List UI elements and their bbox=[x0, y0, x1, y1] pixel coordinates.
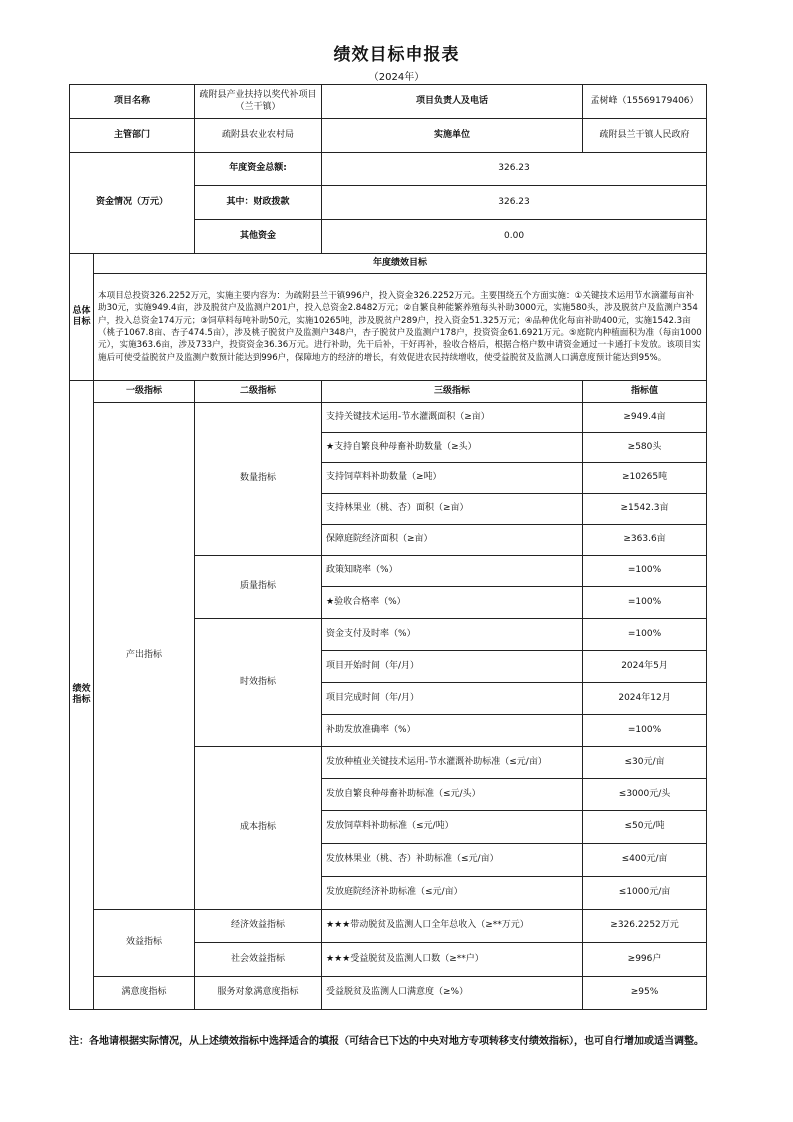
level1-benefit: 效益指标 bbox=[94, 910, 195, 977]
goal-header: 年度绩效目标 bbox=[94, 254, 707, 274]
overall-goal-label: 总体目标 bbox=[70, 254, 94, 381]
metric-name: 发放种植业关键技术运用-节水灌溉补助标准（≤元/亩） bbox=[322, 747, 583, 779]
level2-quantity: 数量指标 bbox=[195, 403, 322, 556]
performance-table bbox=[69, 84, 707, 1010]
metric-value: ≤30元/亩 bbox=[583, 747, 707, 779]
project-leader-label: 项目负责人及电话 bbox=[322, 85, 583, 119]
funds-other-value: 0.00 bbox=[322, 220, 707, 254]
metric-value: =100% bbox=[583, 619, 707, 651]
header-level2: 二级指标 bbox=[195, 381, 322, 403]
metric-name: 受益脱贫及监测人口满意度（≥%） bbox=[322, 977, 583, 1010]
metric-value: =100% bbox=[583, 715, 707, 747]
metric-name: ★★★受益脱贫及监测人口数（≥**户） bbox=[322, 943, 583, 977]
level2-satisfaction: 服务对象满意度指标 bbox=[195, 977, 322, 1010]
metric-name: 发放自繁良种母畜补助标准（≤元/头） bbox=[322, 779, 583, 811]
metric-name: 政策知晓率（%） bbox=[322, 556, 583, 587]
metric-name: 发放庭院经济补助标准（≤元/亩） bbox=[322, 877, 583, 910]
report-year: （2024年） bbox=[368, 72, 425, 83]
table-row bbox=[70, 403, 707, 433]
metric-name: 发放饲草料补助标准（≤元/吨） bbox=[322, 811, 583, 844]
funds-label: 资金情况（万元） bbox=[70, 153, 195, 254]
page-title: 绩效目标申报表 bbox=[333, 45, 460, 65]
metric-value: =100% bbox=[583, 587, 707, 619]
level2-economic: 经济效益指标 bbox=[195, 910, 322, 943]
project-leader-value: 孟树峰（15569179406） bbox=[583, 85, 707, 119]
department-label: 主管部门 bbox=[70, 119, 195, 153]
goal-text-row bbox=[70, 274, 707, 381]
metric-name: 支持关键技术运用-节水灌溉面积（≥亩） bbox=[322, 403, 583, 433]
metric-value: ≥1542.3亩 bbox=[583, 494, 707, 525]
metric-name: 保障庭院经济面积（≥亩） bbox=[322, 525, 583, 556]
project-name-value: 疏附县产业扶持以奖代补项目（兰干镇） bbox=[195, 85, 322, 119]
project-name-label: 项目名称 bbox=[70, 85, 195, 119]
level1-output: 产出指标 bbox=[94, 403, 195, 910]
funds-fiscal-value: 326.23 bbox=[322, 186, 707, 220]
implementer-value: 疏附县兰干镇人民政府 bbox=[583, 119, 707, 153]
goal-header-row bbox=[70, 254, 707, 274]
header-value: 指标值 bbox=[583, 381, 707, 403]
funds-total-label: 年度资金总额: bbox=[195, 153, 322, 186]
goal-description: 本项目总投资326.2252万元，实施主要内容为：为疏附县兰干镇996户，投入资金326.2252万元。主要围绕五个方面实施：①关键技术运用节水滴灌每亩补助30元，实施949.4亩，涉及脱贫户及监测户201户，投入总资金2.8482万元；②自繁良种能繁养殖每头补助3000元，实施580头，涉及脱贫户及监测户354户，投入总资金174万元；③饲草料每吨补助50元，实施10265吨，涉及脱贫户289户，投入资金51.325万元；④品种优化每亩补助400元，实施1542.3亩（桃子1067.8亩、杏子474.5亩），涉及桃子脱贫户及监测户348户，杏子脱贫户及监测户178户，投资资金61.6921万元。⑤庭院内种植面积为准（每亩1000元），实施363.6亩，涉及733户，投资资金36.36万元。进行补助，先干后补，干好再补，验收合格后，根据合格户数申请资金通过一卡通打卡发放。该项目实施后可使受益脱贫户及监测户数预计能达到996户，保障地方的经济的增长，有效促进农民持续增收，使受益脱贫及监测人口满意度预计能达到95%。 bbox=[94, 274, 707, 381]
funds-other-label: 其他资金 bbox=[195, 220, 322, 254]
metric-value: ≤50元/吨 bbox=[583, 811, 707, 844]
metric-value: ≥10265吨 bbox=[583, 463, 707, 494]
metric-value: 2024年5月 bbox=[583, 651, 707, 683]
header-level3: 三级指标 bbox=[322, 381, 583, 403]
metric-name: 支持林果业（桃、杏）面积（≥亩） bbox=[322, 494, 583, 525]
metric-value: ≤1000元/亩 bbox=[583, 877, 707, 910]
metric-name: ★验收合格率（%） bbox=[322, 587, 583, 619]
metric-name: 项目完成时间（年/月） bbox=[322, 683, 583, 715]
metric-value: 2024年12月 bbox=[583, 683, 707, 715]
metric-value: ≥996户 bbox=[583, 943, 707, 977]
metric-name: 支持饲草料补助数量（≥吨） bbox=[322, 463, 583, 494]
metric-value: =100% bbox=[583, 556, 707, 587]
funds-total-row bbox=[70, 153, 707, 186]
level2-social: 社会效益指标 bbox=[195, 943, 322, 977]
metrics-side-label: 绩效指标 bbox=[70, 381, 94, 1010]
funds-total-value: 326.23 bbox=[322, 153, 707, 186]
metric-name: ★支持自繁良种母畜补助数量（≥头） bbox=[322, 433, 583, 463]
project-row bbox=[70, 85, 707, 119]
table-row bbox=[70, 910, 707, 943]
funds-fiscal-label: 其中：财政拨款 bbox=[195, 186, 322, 220]
table-row bbox=[70, 977, 707, 1010]
department-row bbox=[70, 119, 707, 153]
header-level1: 一级指标 bbox=[94, 381, 195, 403]
metric-name: ★★★带动脱贫及监测人口全年总收入（≥**万元） bbox=[322, 910, 583, 943]
metric-value: ≤400元/亩 bbox=[583, 844, 707, 877]
level1-satisfaction: 满意度指标 bbox=[94, 977, 195, 1010]
level2-cost: 成本指标 bbox=[195, 747, 322, 910]
metric-value: ≥580头 bbox=[583, 433, 707, 463]
metric-name: 发放林果业（桃、杏）补助标准（≤元/亩） bbox=[322, 844, 583, 877]
level2-timeliness: 时效指标 bbox=[195, 619, 322, 747]
metrics-header-row bbox=[70, 381, 707, 403]
level2-quality: 质量指标 bbox=[195, 556, 322, 619]
metric-name: 补助发放准确率（%） bbox=[322, 715, 583, 747]
metric-value: ≥949.4亩 bbox=[583, 403, 707, 433]
department-value: 疏附县农业农村局 bbox=[195, 119, 322, 153]
metric-value: ≤3000元/头 bbox=[583, 779, 707, 811]
metric-name: 项目开始时间（年/月） bbox=[322, 651, 583, 683]
metric-value: ≥363.6亩 bbox=[583, 525, 707, 556]
metric-name: 资金支付及时率（%） bbox=[322, 619, 583, 651]
metric-value: ≥95% bbox=[583, 977, 707, 1010]
footnote: 注：各地请根据实际情况，从上述绩效指标中选择适合的填报（可结合已下达的中央对地方专项转移支付绩效指标），也可自行增加或适当调整。 bbox=[69, 1036, 704, 1047]
metric-value: ≥326.2252万元 bbox=[583, 910, 707, 943]
implementer-label: 实施单位 bbox=[322, 119, 583, 153]
